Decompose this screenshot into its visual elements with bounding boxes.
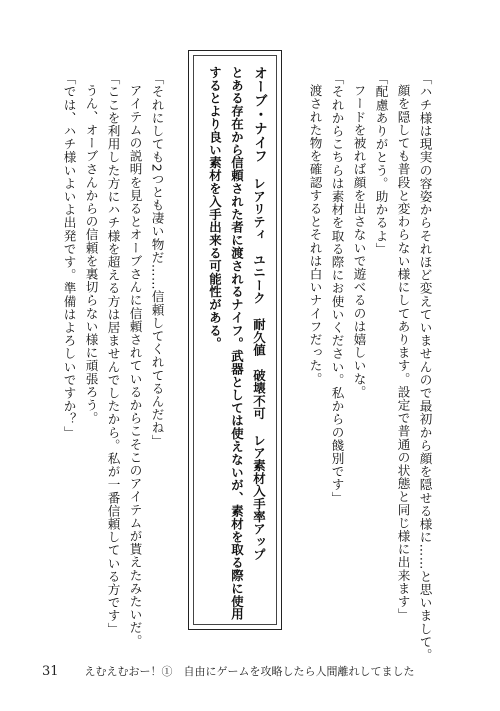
text-line-1: 「ハチ様は現実の容姿からそれほど変えていませんので最初から顔を隠せる様に……と思いまして。 xyxy=(417,72,433,662)
text-line-9: 「ここを利用した方にハチ様を超える方は居ませんでしたから。私が一番信頼している方です」 xyxy=(105,72,121,636)
item-name: オーブ・ナイフ xyxy=(251,66,267,164)
text-line-7: 「それにしても2つとも凄い物だ……信頼してくれてるんだね」 xyxy=(149,72,165,448)
text-line-2: 顔を隠しても普段と変わらない様にしてあります。設定で普通の状態と同じ様に出来ます」 xyxy=(395,84,411,622)
page-number: 31 xyxy=(42,664,59,679)
text-line-3: 「配慮ありがとう。助かるよ」 xyxy=(373,72,389,256)
text-line-10: うん、オーブさんからの信頼を裏切らない様に頑張ろう。 xyxy=(83,84,99,425)
item-rarity: レアリティ ユニーク xyxy=(251,177,267,305)
page-footer xyxy=(42,663,415,679)
text-line-8: アイテムの説明を見るとオーブさんに信頼されているからこそこのアイテムが貰えたみたいだ。 xyxy=(127,84,143,648)
item-description-line-1: とある存在から信頼された者に渡されるナイフ。武器としては使えないが、素材を取る際に使用 xyxy=(229,66,245,621)
text-line-4: フードを被れば顔を出さないで遊べるのは嬉しいな。 xyxy=(351,84,367,399)
item-description-line-2: するとより良い素材を入手出来る可能性がある。 xyxy=(207,66,223,350)
item-name-row xyxy=(252,66,265,561)
text-line-6: 渡された物を確認するとそれは白いナイフだった。 xyxy=(307,84,323,386)
text-line-5: 「それからこちらは素材を取る際にお使いください。私からの餞別です」 xyxy=(329,72,345,505)
item-skill: レア素材入手率アップ xyxy=(251,433,267,561)
text-line-11: 「では、ハチ様いよいよ出発です。準備はよろしいですか？」 xyxy=(61,72,77,439)
book-title: えむえむおー！① 自由にゲームを攻略したら人間離れしてました xyxy=(84,665,415,678)
item-durability: 耐久値 破壊不可 xyxy=(251,318,267,420)
